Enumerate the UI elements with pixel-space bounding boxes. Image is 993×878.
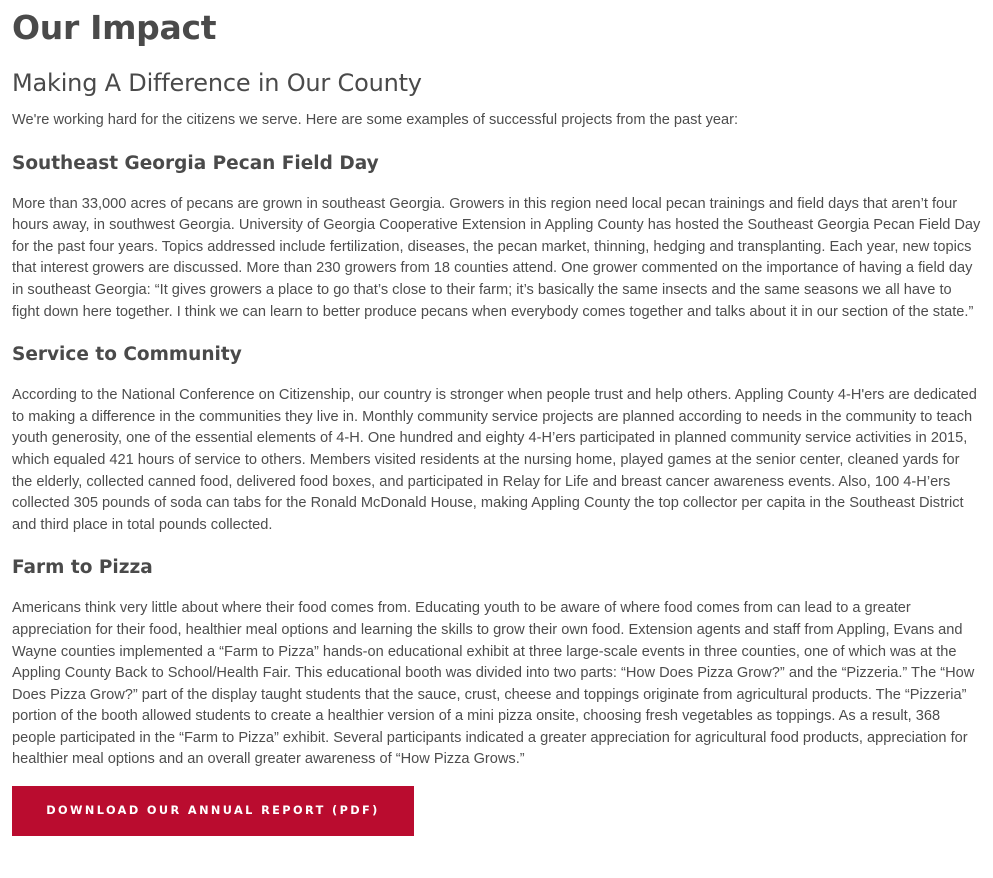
- intro-text: We're working hard for the citizens we serve. Here are some examples of successful projects from the past year:: [12, 112, 739, 128]
- page-title: Our Impact: [12, 8, 217, 47]
- download-annual-report-button[interactable]: DOWNLOAD OUR ANNUAL REPORT (PDF): [12, 786, 414, 836]
- page-subtitle: Making A Difference in Our County: [12, 69, 422, 97]
- section-heading: Southeast Georgia Pecan Field Day: [12, 152, 379, 174]
- section-farm-to-pizza: [12, 556, 981, 771]
- impact-page: [0, 8, 993, 836]
- section-body: More than 33,000 acres of pecans are grown in southeast Georgia. Growers in this region need local pecan trainings and field days that aren’t four hours away, in southwest Georgia. University of Georgia Cooperative Extension in Appling County has hosted the Southeast Georgia Pecan Field Day for the past four years. Topics addressed include fertilization, diseases, the pecan market, thinning, hedging and transplanting. Each year, new topics that interest growers are discussed. More than 230 growers from 18 counties attend. One grower commented on the importance of having a field day in southeast Georgia: “It gives growers a place to go that’s close to their farm; it’s basically the same insects and the same seasons we all have to fight down here together. I think we can learn to better produce pecans when everybody comes together and talks about it in our section of the state.”: [12, 195, 981, 320]
- section-pecan-field-day: [12, 152, 981, 324]
- section-service-to-community: [12, 343, 981, 536]
- section-heading: Farm to Pizza: [12, 557, 153, 579]
- section-body: Americans think very little about where their food comes from. Educating youth to be aware of where food comes from can lead to a greater appreciation for their food, healthier meal options and learning the skills to grow their own food. Extension agents and staff from Appling, Evans and Wayne counties implemented a “Farm to Pizza” hands-on educational exhibit at three large-scale events in three counties, one of which was at the Appling County Back to School/Health Fair. This educational booth was divided into two parts: “How Does Pizza Grow?” and the “Pizzeria.” The “How Does Pizza Grow?” part of the display taught students that the sauce, crust, cheese and toppings originate from agricultural products. The “Pizzeria” portion of the booth allowed students to create a healthier version of a mini pizza onsite, choosing fresh vegetables as toppings. As a result, 368 people participated in the “Farm to Pizza” exhibit. Several participants indicated a greater appreciation for agricultural food products, appreciation for healthier meal options and an overall greater awareness of “How Pizza Grows.”: [12, 600, 975, 768]
- section-heading: Service to Community: [12, 344, 242, 366]
- section-body: According to the National Conference on Citizenship, our country is stronger when people trust and help others. Appling County 4-H'ers are dedicated to making a difference in the communities they live in. Monthly community service projects are planned according to needs in the community to teach youth generosity, one of the essential elements of 4-H. One hundred and eighty 4-H’ers participated in planned community service activities in 2015, which equaled 421 hours of service to others. Members visited residents at the nursing home, played games at the senior center, cleaned yards for the elderly, collected canned food, delivered food boxes, and participated in Relay for Life and breast cancer awareness events. Also, 100 4-H’ers collected 305 pounds of soda can tabs for the Ronald McDonald House, making Appling County the top collector per capita in the Southeast District and third place in total pounds collected.: [12, 387, 977, 533]
